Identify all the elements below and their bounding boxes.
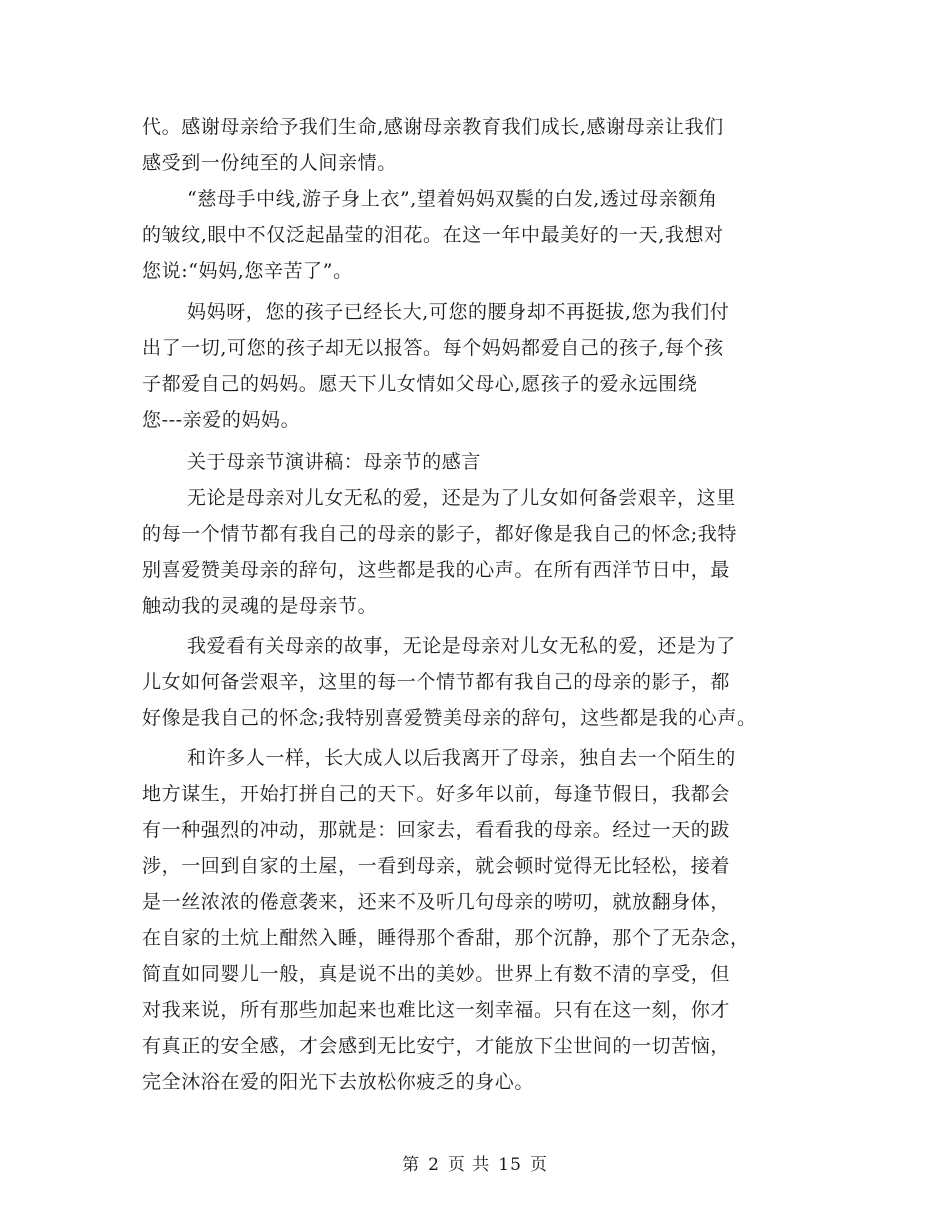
text-line: 别喜爱赞美母亲的辞句，这些都是我的心声。在所有西洋节日中，最 [142,559,731,581]
text-line: 触动我的灵魂的是母亲节。 [142,595,378,617]
footer-middle: 页 共 [447,1155,491,1175]
text-line: 地方谋生，开始打拼自己的天下。好多年以前，每逢节假日，我都会 [142,783,731,805]
page-footer [0,1154,950,1176]
total-page-count: 15 [498,1155,522,1175]
text-line: 的皱纹,眼中不仅泛起晶莹的泪花。在这一年中最美好的一天,我想对 [142,224,724,246]
text-line: 儿女如何备尝艰辛，这里的每一个情节都有我自己的母亲的影子，都 [142,671,731,693]
section-heading: 关于母亲节演讲稿：母亲节的感言 [187,451,482,473]
footer-suffix: 页 [529,1155,548,1175]
text-line: 我爱看有关母亲的故事，无论是母亲对儿女无私的爱，还是为了 [187,635,736,657]
text-line: 对我来说，所有那些加起来也难比这一刻幸福。只有在这一刻，你才 [142,999,731,1021]
text-line: 出了一切,可您的孩子却无以报答。每个妈妈都爱自己的孩子,每个孩 [142,337,724,359]
text-line: 您说:“妈妈,您辛苦了”。 [142,260,353,282]
text-line: 无论是母亲对儿女无私的爱，还是为了儿女如何备尝艰辛，这里 [187,487,736,509]
text-line: 涉，一回到自家的土屋，一看到母亲，就会顿时觉得无比轻松，接着 [142,855,731,877]
text-line: 感受到一份纯至的人间亲情。 [142,152,397,174]
text-line: 完全沐浴在爱的阳光下去放松你疲乏的身心。 [142,1071,535,1093]
text-line: 好像是我自己的怀念;我特别喜爱赞美母亲的辞句，这些都是我的心声。 [142,707,757,729]
text-line: 有一种强烈的冲动，那就是：回家去，看看我的母亲。经过一天的跋 [142,819,731,841]
text-line: 和许多人一样，长大成人以后我离开了母亲，独自去一个陌生的 [187,747,736,769]
text-line: 是一丝浓浓的倦意袭来，还来不及听几句母亲的唠叨，就放翻身体， [142,891,731,913]
text-line: 的每一个情节都有我自己的母亲的影子，都好像是我自己的怀念;我特 [142,523,738,545]
text-line: 妈妈呀，您的孩子已经长大,可您的腰身却不再挺拔,您为我们付 [187,301,730,323]
text-line: 有真正的安全感，才会感到无比安宁，才能放下尘世间的一切苦恼， [142,1035,731,1057]
footer-prefix: 第 [402,1155,421,1175]
text-line: 简直如同婴儿一般，真是说不出的美妙。世界上有数不清的享受，但 [142,963,731,985]
text-line: 子都爱自己的妈妈。愿天下儿女情如父母心,愿孩子的爱永远围绕 [142,373,698,395]
text-line: 代。感谢母亲给予我们生命,感谢母亲教育我们成长,感谢母亲让我们 [142,116,724,138]
current-page-number: 2 [428,1155,440,1175]
text-line: 在自家的土炕上酣然入睡，睡得那个香甜，那个沉静，那个了无杂念， [142,927,750,949]
text-line: 您---亲爱的妈妈。 [142,409,301,431]
text-line: “慈母手中线,游子身上衣”,望着妈妈双鬓的白发,透过母亲额角 [187,188,718,210]
